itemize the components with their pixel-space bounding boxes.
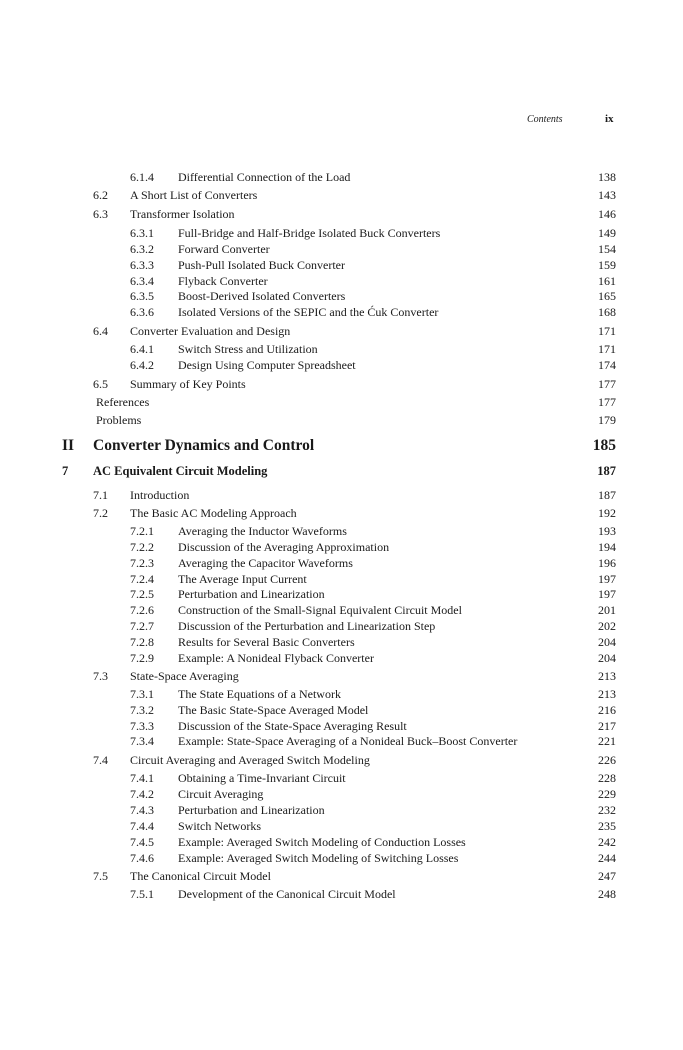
toc-entry-page-number: 185 xyxy=(592,437,616,454)
toc-entry-sub[interactable] xyxy=(0,818,683,834)
toc-entry-number: 6.3.2 xyxy=(130,242,154,256)
toc-entry-title: Example: Averaged Switch Modeling of Switching Losses xyxy=(178,851,459,865)
toc-entry-number: 7.1 xyxy=(93,488,108,502)
toc-entry-sec[interactable] xyxy=(0,187,683,203)
toc-entry-page-number: 247 xyxy=(598,869,616,883)
toc-entry-number: 6.3.1 xyxy=(130,226,154,240)
toc-entry-title: The Basic State-Space Averaged Model xyxy=(178,703,369,717)
toc-entry-sub[interactable] xyxy=(0,341,683,357)
toc-entry-title: AC Equivalent Circuit Modeling xyxy=(93,464,268,478)
toc-entry-sub[interactable] xyxy=(0,718,683,734)
toc-entry-page-number: 197 xyxy=(598,587,616,601)
toc-entry-page-number: 194 xyxy=(598,540,616,554)
toc-entry-title: Results for Several Basic Converters xyxy=(178,635,355,649)
toc-entry-page-number: 204 xyxy=(598,651,616,665)
toc-entry-title: Switch Networks xyxy=(178,819,261,833)
toc-entry-title: Perturbation and Linearization xyxy=(178,587,325,601)
toc-entry-number: 7.4.4 xyxy=(130,819,154,833)
toc-entry-sub[interactable] xyxy=(0,586,683,602)
toc-entry-number: 7.4.2 xyxy=(130,787,154,801)
toc-entry-page-number: 177 xyxy=(598,395,616,409)
toc-entry-page-number: 244 xyxy=(598,851,616,865)
toc-entry-page-number: 232 xyxy=(598,803,616,817)
toc-entry-page-number: 177 xyxy=(598,377,616,391)
toc-entry-title: Obtaining a Time-Invariant Circuit xyxy=(178,771,346,785)
toc-entry-page-number: 146 xyxy=(598,207,616,221)
toc-entry-page-number: 154 xyxy=(598,242,616,256)
toc-entry-title: Perturbation and Linearization xyxy=(178,803,325,817)
toc-entry-sub[interactable] xyxy=(0,618,683,634)
toc-entry-page-number: 204 xyxy=(598,635,616,649)
toc-entry-sub[interactable] xyxy=(0,539,683,555)
toc-entry-number: 7.2 xyxy=(93,506,108,520)
toc-entry-title: Example: A Nonideal Flyback Converter xyxy=(178,651,374,665)
toc-entry-title: Boost-Derived Isolated Converters xyxy=(178,289,346,303)
toc-entry-title: Design Using Computer Spreadsheet xyxy=(178,358,356,372)
toc-entry-sub[interactable] xyxy=(0,602,683,618)
running-header-page-number: ix xyxy=(605,113,614,125)
toc-entry-page-number: 193 xyxy=(598,524,616,538)
toc-entry-number: 6.2 xyxy=(93,188,108,202)
toc-entry-page-number: 221 xyxy=(598,734,616,748)
toc-entry-title: The Average Input Current xyxy=(178,572,307,586)
toc-entry-sub[interactable] xyxy=(0,523,683,539)
toc-entry-number: 7.4.3 xyxy=(130,803,154,817)
toc-entry-page-number: 235 xyxy=(598,819,616,833)
toc-entry-number: 7.2.7 xyxy=(130,619,154,633)
toc-entry-sub[interactable] xyxy=(0,786,683,802)
toc-entry-page-number: 187 xyxy=(598,488,616,502)
toc-entry-title: Example: State-Space Averaging of a Nonideal Buck–Boost Converter xyxy=(178,734,518,748)
toc-entry-number: II xyxy=(62,437,75,454)
toc-entry-number: 7.5.1 xyxy=(130,887,154,901)
toc-entry-number: 6.4 xyxy=(93,324,108,338)
toc-entry-title: Isolated Versions of the SEPIC and the Ćuk Converter xyxy=(178,305,439,319)
toc-entry-number: 6.3.5 xyxy=(130,289,154,303)
toc-entry-title: Discussion of the Averaging Approximation xyxy=(178,540,390,554)
toc-entry-number: 6.4.2 xyxy=(130,358,154,372)
toc-entry-page-number: 192 xyxy=(598,506,616,520)
toc-entry-sub[interactable] xyxy=(0,650,683,666)
toc-entry-number: 7.3.4 xyxy=(130,734,154,748)
toc-entry-sub[interactable] xyxy=(0,257,683,273)
toc-entry-number: 6.3.4 xyxy=(130,274,154,288)
toc-entry-page-number: 197 xyxy=(598,572,616,586)
toc-entry-sub[interactable] xyxy=(0,702,683,718)
toc-entry-page-number: 226 xyxy=(598,753,616,767)
toc-entry-number: 7.2.8 xyxy=(130,635,154,649)
toc-entry-sub[interactable] xyxy=(0,225,683,241)
toc-entry-number: 6.3.3 xyxy=(130,258,154,272)
toc-entry-sub[interactable] xyxy=(0,571,683,587)
toc-entry-page-number: 248 xyxy=(598,887,616,901)
toc-entry-sub[interactable] xyxy=(0,850,683,866)
toc-entry-number: 7.2.6 xyxy=(130,603,154,617)
toc-entry-number: 7.5 xyxy=(93,869,108,883)
toc-entry-title: Example: Averaged Switch Modeling of Conduction Losses xyxy=(178,835,466,849)
toc-entry-title: Circuit Averaging xyxy=(178,787,264,801)
toc-entry-number: 7.3.1 xyxy=(130,687,154,701)
toc-entry-title: A Short List of Converters xyxy=(130,188,258,202)
toc-entry-title: Forward Converter xyxy=(178,242,270,256)
toc-entry-page-number: 179 xyxy=(598,413,616,427)
toc-entry-page-number: 229 xyxy=(598,787,616,801)
toc-entry-page-number: 168 xyxy=(598,305,616,319)
toc-entry-page-number: 143 xyxy=(598,188,616,202)
toc-entry-sec[interactable] xyxy=(0,487,683,503)
toc-entry-number: 7.2.4 xyxy=(130,572,154,586)
toc-entry-number: 6.3 xyxy=(93,207,108,221)
toc-entry-page-number: 196 xyxy=(598,556,616,570)
toc-entry-title: Problems xyxy=(96,413,142,427)
toc-entry-title: Averaging the Inductor Waveforms xyxy=(178,524,347,538)
toc-entry-page-number: 149 xyxy=(598,226,616,240)
toc-entry-number: 7.2.2 xyxy=(130,540,154,554)
toc-entry-page-number: 171 xyxy=(598,342,616,356)
toc-entry-title: Discussion of the Perturbation and Linearization Step xyxy=(178,619,436,633)
toc-entry-sec[interactable] xyxy=(0,868,683,884)
toc-entry-page-number: 217 xyxy=(598,719,616,733)
toc-entry-sec[interactable] xyxy=(0,206,683,222)
toc-entry-title: The Basic AC Modeling Approach xyxy=(130,506,297,520)
running-header-title: Contents xyxy=(527,114,563,125)
toc-entry-title: Construction of the Small-Signal Equivalent Circuit Model xyxy=(178,603,462,617)
toc-entry-sub[interactable] xyxy=(0,634,683,650)
toc-entry-page-number: 165 xyxy=(598,289,616,303)
toc-entry-title: Transformer Isolation xyxy=(130,207,235,221)
toc-entry-page-number: 171 xyxy=(598,324,616,338)
toc-entry-number: 7.4.5 xyxy=(130,835,154,849)
toc-entry-page-number: 213 xyxy=(598,669,616,683)
toc-entry-title: Push-Pull Isolated Buck Converter xyxy=(178,258,345,272)
toc-entry-ch[interactable] xyxy=(0,463,683,479)
toc-entry-number: 7.2.1 xyxy=(130,524,154,538)
toc-entry-title: Converter Evaluation and Design xyxy=(130,324,291,338)
toc-entry-number: 6.4.1 xyxy=(130,342,154,356)
toc-entry-title: Converter Dynamics and Control xyxy=(93,437,315,454)
toc-entry-title: State-Space Averaging xyxy=(130,669,239,683)
toc-entry-page-number: 161 xyxy=(598,274,616,288)
toc-entry-sec[interactable] xyxy=(0,376,683,392)
toc-entry-part[interactable] xyxy=(0,436,683,456)
toc-entry-ref[interactable] xyxy=(0,394,683,410)
toc-entry-sub[interactable] xyxy=(0,733,683,749)
toc-entry-page-number: 138 xyxy=(598,170,616,184)
toc-entry-number: 6.3.6 xyxy=(130,305,154,319)
toc-entry-title: Introduction xyxy=(130,488,190,502)
toc-entry-sec[interactable] xyxy=(0,752,683,768)
toc-entry-page-number: 174 xyxy=(598,358,616,372)
toc-entry-sub[interactable] xyxy=(0,357,683,373)
toc-entry-number: 7.4.6 xyxy=(130,851,154,865)
toc-entry-sub[interactable] xyxy=(0,886,683,902)
toc-entry-title: Full-Bridge and Half-Bridge Isolated Buck Converters xyxy=(178,226,441,240)
toc-entry-sub[interactable] xyxy=(0,802,683,818)
toc-entry-number: 7.2.9 xyxy=(130,651,154,665)
toc-entry-number: 6.5 xyxy=(93,377,108,391)
toc-entry-sub[interactable] xyxy=(0,834,683,850)
toc-entry-title: Summary of Key Points xyxy=(130,377,246,391)
toc-entry-sub[interactable] xyxy=(0,288,683,304)
toc-entry-title: Differential Connection of the Load xyxy=(178,170,351,184)
toc-entry-number: 7.4 xyxy=(93,753,108,767)
toc-entry-number: 7.3.3 xyxy=(130,719,154,733)
toc-entry-number: 7.2.3 xyxy=(130,556,154,570)
toc-entry-number: 7.3 xyxy=(93,669,108,683)
toc-entry-title: The Canonical Circuit Model xyxy=(130,869,271,883)
toc-entry-number: 6.1.4 xyxy=(130,170,154,184)
toc-entry-page-number: 187 xyxy=(597,464,616,478)
toc-entry-sub[interactable] xyxy=(0,555,683,571)
toc-entry-number: 7 xyxy=(62,464,69,478)
toc-entry-page-number: 201 xyxy=(598,603,616,617)
toc-entry-page-number: 202 xyxy=(598,619,616,633)
toc-entry-title: Discussion of the State-Space Averaging Result xyxy=(178,719,407,733)
toc-entry-number: 7.3.2 xyxy=(130,703,154,717)
toc-entry-title: References xyxy=(96,395,150,409)
toc-entry-sub[interactable] xyxy=(0,304,683,320)
toc-entry-sub[interactable] xyxy=(0,273,683,289)
toc-entry-sub[interactable] xyxy=(0,241,683,257)
toc-entry-number: 7.2.5 xyxy=(130,587,154,601)
toc-entry-title: Flyback Converter xyxy=(178,274,268,288)
toc-entry-title: The State Equations of a Network xyxy=(178,687,341,701)
toc-entry-sec[interactable] xyxy=(0,505,683,521)
toc-entry-sec[interactable] xyxy=(0,323,683,339)
toc-entry-sub[interactable] xyxy=(0,169,683,185)
toc-entry-title: Averaging the Capacitor Waveforms xyxy=(178,556,353,570)
toc-entry-title: Switch Stress and Utilization xyxy=(178,342,318,356)
toc-entry-page-number: 213 xyxy=(598,687,616,701)
toc-entry-page-number: 228 xyxy=(598,771,616,785)
toc-entry-sub[interactable] xyxy=(0,770,683,786)
toc-entry-page-number: 216 xyxy=(598,703,616,717)
toc-entry-title: Development of the Canonical Circuit Model xyxy=(178,887,396,901)
toc-entry-number: 7.4.1 xyxy=(130,771,154,785)
toc-entry-page-number: 159 xyxy=(598,258,616,272)
toc-entry-ref[interactable] xyxy=(0,412,683,428)
toc-entry-title: Circuit Averaging and Averaged Switch Modeling xyxy=(130,753,370,767)
toc-entry-sec[interactable] xyxy=(0,668,683,684)
toc-entry-sub[interactable] xyxy=(0,686,683,702)
toc-entry-page-number: 242 xyxy=(598,835,616,849)
